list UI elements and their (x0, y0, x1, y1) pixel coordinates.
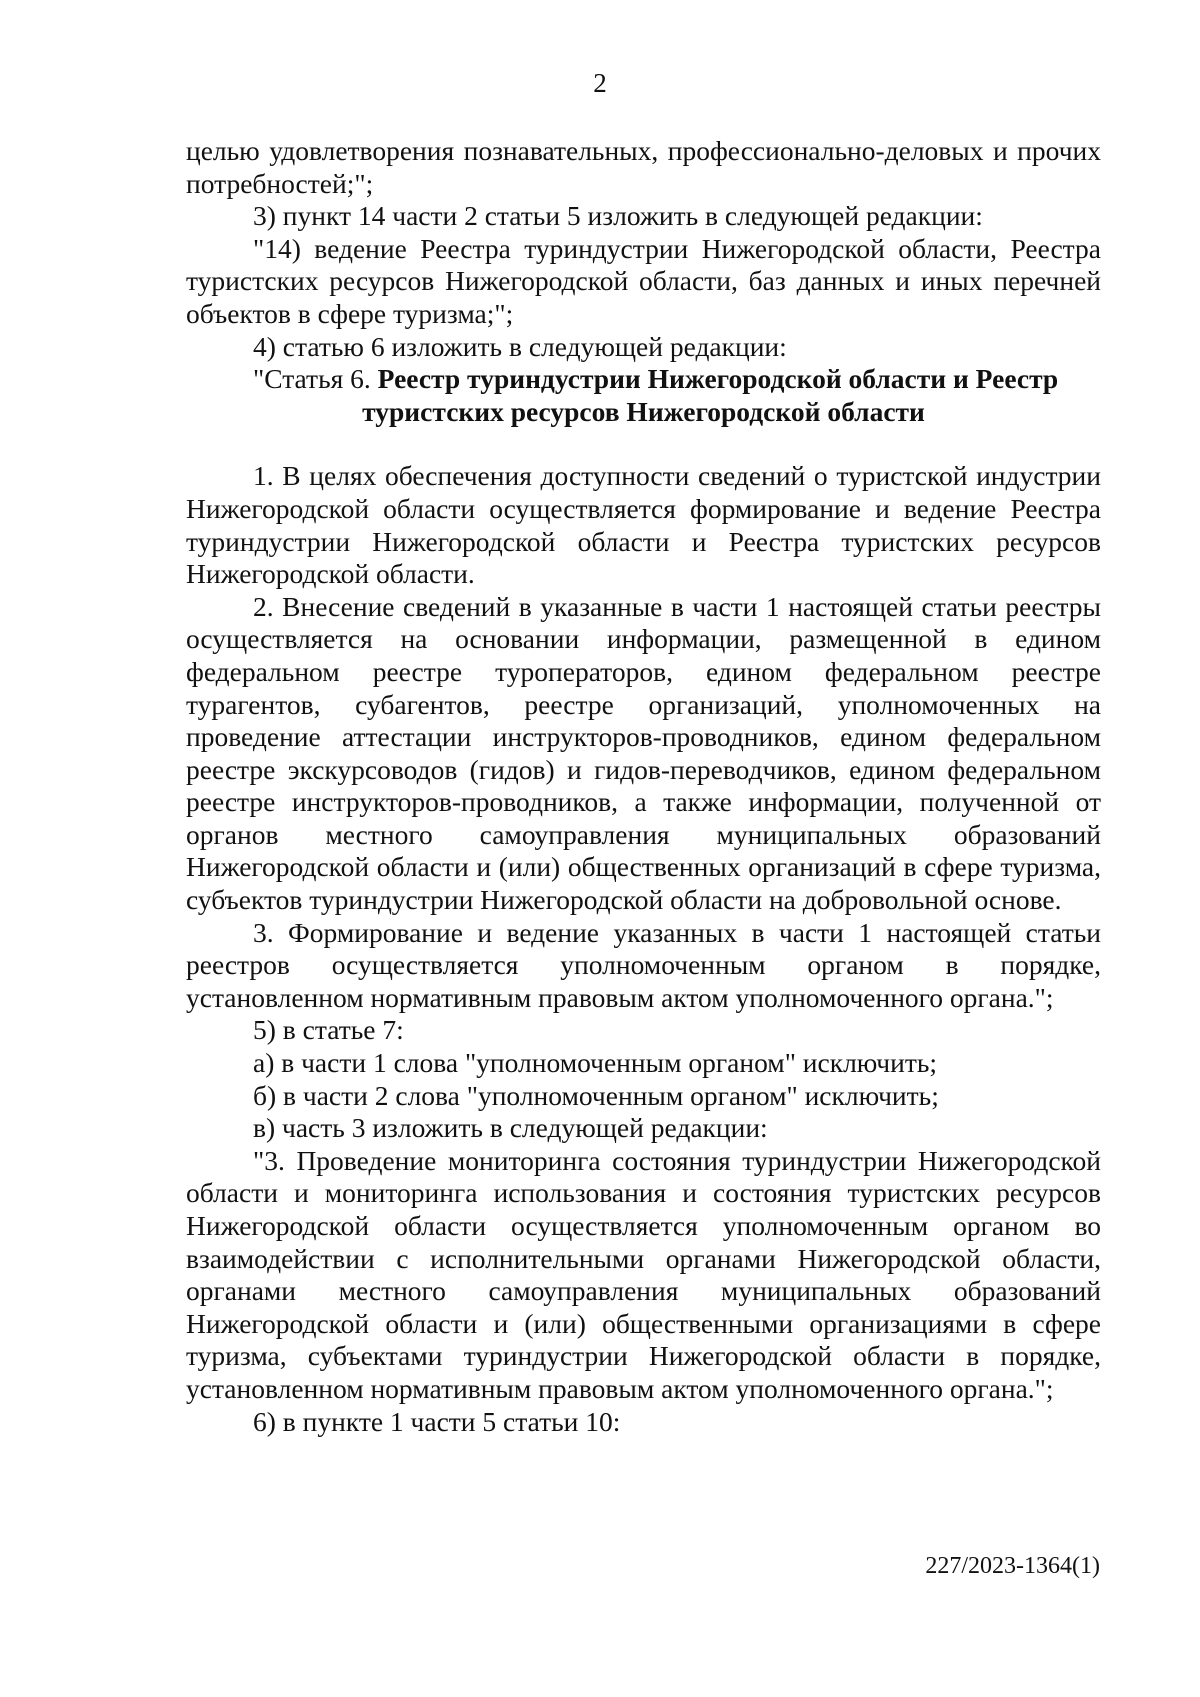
article-part-2: 2. Внесение сведений в указанные в части 1 настоящей статьи реестры осуществляется на основании информации, размещенной в едином федеральном реестре туроператоров, едином федеральном реестре турагентов, субагентов, реестре организаций, уполномоченных на проведение аттестации инструкторов-проводников, едином федеральном реестре экскурсоводов (гидов) и гидов-переводчиков, едином федеральном реестре инструкторов-проводников, а также информации, полученной от органов местного самоуправления муниципальных образований Нижегородской области и (или) общественных организаций в сфере туризма, субъектов туриндустрии Нижегородской области на добровольной основе. (186, 590, 1101, 916)
paragraph-item-3: 3) пункт 14 части 2 статьи 5 изложить в следующей редакции: (253, 200, 983, 232)
article-heading (186, 363, 1101, 396)
paragraph-item-5a: а) в части 1 слова "уполномоченным органом" исключить; (253, 1047, 938, 1079)
paragraph-item-5b: б) в части 2 слова "уполномоченным органом" исключить; (253, 1079, 939, 1111)
article-heading-prefix: "Статья 6. (253, 363, 378, 395)
article-heading-title-line1: Реестр туриндустрии Нижегородской области и Реестр (377, 363, 1059, 395)
document-body (186, 135, 1101, 1438)
paragraph-item-4: 4) статью 6 изложить в следующей редакции: (253, 330, 787, 362)
paragraph-quote-14: "14) ведение Реестра туриндустрии Нижегородской области, Реестра туристских ресурсов Нижегородской области, баз данных и иных перечней объектов в сфере туризма;"; (186, 232, 1101, 329)
article-heading-title-line2: туристских ресурсов Нижегородской области (362, 395, 925, 427)
paragraph-item-6: 6) в пункте 1 части 5 статьи 10: (253, 1405, 621, 1437)
paragraph-quote-part-3: "3. Проведение мониторинга состояния туриндустрии Нижегородской области и мониторинга использования и состояния туристских ресурсов Нижегородской области осуществляется уполномоченным органом во взаимодействии с исполнительными органами Нижегородской области, органами местного самоуправления муниципальных образований Нижегородской области и (или) общественными организациями в сфере туризма, субъектами туриндустрии Нижегородской области в порядке, установленном нормативным правовым актом уполномоченного органа."; (186, 1144, 1101, 1404)
paragraph-continuation: целью удовлетворения познавательных, профессионально-деловых и прочих потребностей;"; (186, 135, 1101, 199)
page-number: 2 (593, 68, 607, 98)
paragraph-item-5v: в) часть 3 изложить в следующей редакции: (253, 1112, 768, 1144)
document-code: 227/2023-1364(1) (925, 1553, 1100, 1579)
article-part-3: 3. Формирование и ведение указанных в части 1 настоящей статьи реестров осуществляется уполномоченным органом в порядке, установленном нормативным правовым актом уполномоченного органа."; (186, 916, 1101, 1013)
article-part-1: 1. В целях обеспечения доступности сведений о туристской индустрии Нижегородской области осуществляется формирование и ведение Реестра туриндустрии Нижегородской области и Реестра туристских ресурсов Нижегородской области. (186, 460, 1101, 590)
paragraph-item-5: 5) в статье 7: (253, 1014, 404, 1046)
